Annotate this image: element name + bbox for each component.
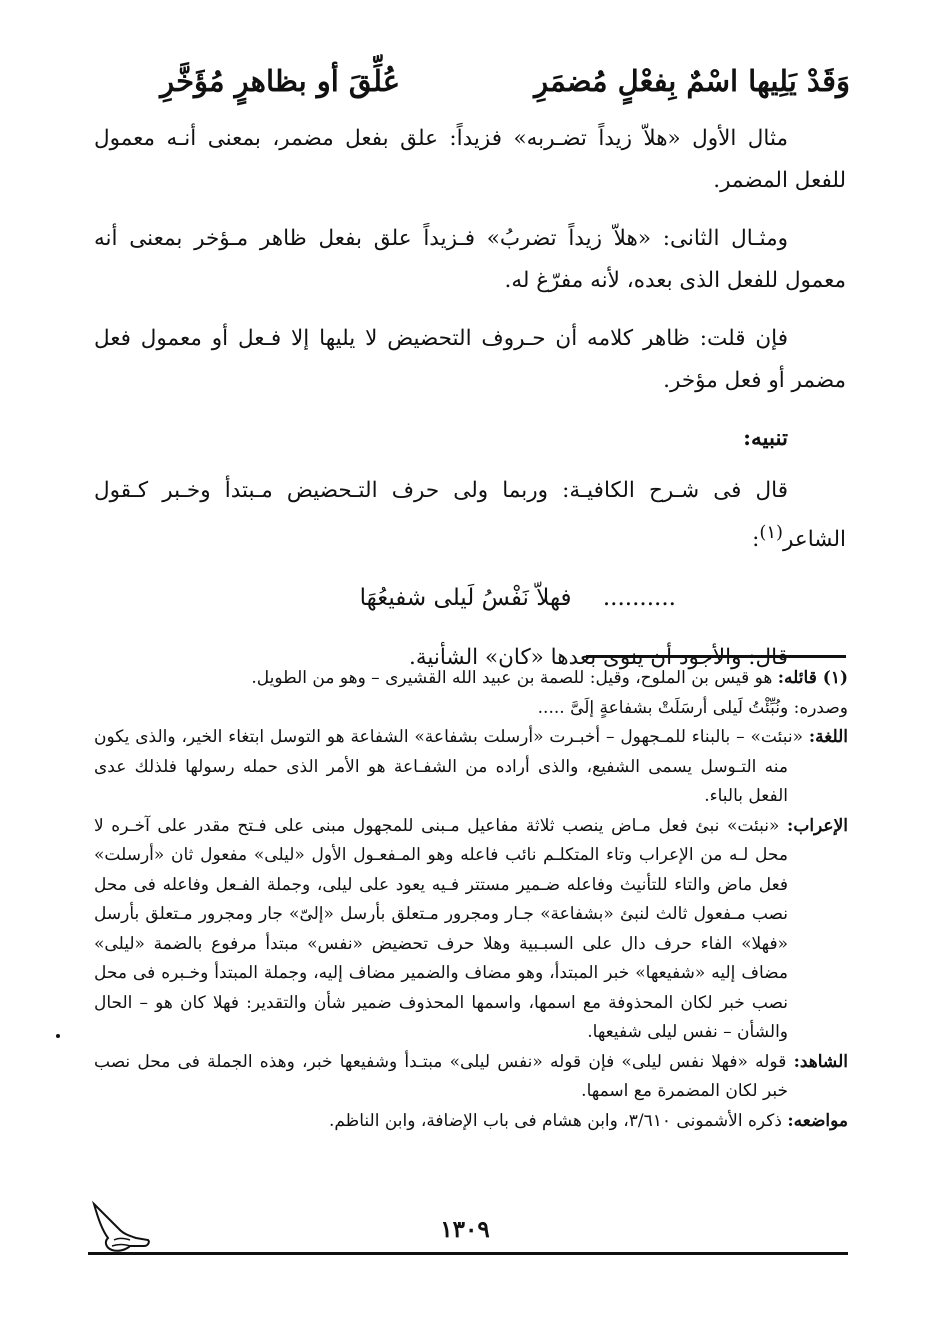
poem-witness-line	[94, 577, 846, 619]
footnote-speaker-label: (١) قائله:	[777, 668, 848, 688]
footnote-irab-label: الإعراب:	[787, 815, 848, 836]
footnote-sadr: وصدره: ونُبِّئْتُ لَيلى أرسَلَتْ بشفاعةٍ إلَىَّ .....	[537, 697, 848, 718]
footnote-speaker-text: هو قيس بن الملوح، وقيل: للصمة بن عبيد الله القشيرى – وهو من الطويل.	[251, 668, 773, 688]
footnote-mawadi-text: ذكره الأشمونى ٣/٦١٠، وابن هشام فى باب الإضافة، وابن الناظم.	[328, 1110, 782, 1131]
kafiya-quote-colon: :	[752, 527, 760, 553]
heading-tanbih: تنبيه:	[743, 426, 788, 451]
footnote-shahid-text: قوله «فهلا نفس ليلى» فإن قوله «نفس ليلى» مبتـدأ وشفيعها خبر، وهذه الجملة فى محل نصب خبر لكان المضمرة مع اسمها.	[94, 1051, 788, 1101]
pointing-hand-icon	[90, 1200, 152, 1256]
footnote-irab	[94, 812, 848, 1048]
paragraph-objection: فإن قلت: ظاهر كلامه أن حـروف التحضيض لا يليها إلا فـعل أو معمول فعل مضمر أو فعل مؤخر.	[94, 326, 846, 393]
bottom-rule	[88, 1252, 848, 1255]
paragraph-second-example: ومثـال الثانى: «هلاّ زيداً تضربُ» فـزيداً علق بفعل ظاهر مـؤخر بمعنى أنه معمول للفعل الذى بعده، لأنه مفرّغ له.	[94, 226, 846, 293]
poem-witness-text: فهلاّ نَفْسُ لَيلى شفيعُهَا	[359, 585, 572, 612]
footnote-shahid-label: الشاهد:	[793, 1051, 848, 1072]
paragraph-first-example: مثال الأول «هلاّ زيداً تضـربه» فزيداً: علق بفعل مضمر، بمعنى أنـه معمول للفعل المضمر.	[94, 126, 846, 193]
footnote-mawadi	[94, 1107, 848, 1137]
paragraph-conclusion: قال: والأجود أن ينوى بعدها «كان» الشأنية.	[409, 645, 788, 671]
footnote-lugha	[94, 723, 848, 812]
poem-verse	[160, 56, 850, 106]
poem-ellipsis: ..........	[602, 585, 676, 612]
footnote-lugha-label: اللغة:	[808, 727, 849, 747]
footnote-mawadi-label: مواضعه:	[787, 1110, 848, 1131]
footnote-irab-text: «نبئت» نبئ فعل مـاض ينصب ثلاثة مفاعيل مـبنى للمجهول مبنى على فـتح مقدر على آخـره لا محل لـه من الإعراب وتاء المتكلـم نائب فاعله وهو المـفعـول الأول «ليلى» مفعول ثان «أرسلت» فعل ماض والتاء للتأنيث وفاعله ضـمير مستتر فـيه يعود على ليلى، وجملة الفـعل وفاعله فى محل نصب مـفعول ثالث لنبئ «بشفاعة» جـار ومجرور مـتعلق بأرسل «إلىّ» جار ومجرور مـتعلق بأرسل «فهلا» الفاء حرف دال على السبـبية وهلا حرف تحضيض «نفس» مبتدأ مرفوع بالضمة «ليلى» مضاف إليه «شفيعها» خبر المبتدأ، وهو مضاف والضمير مضاف إليه، وجملة المبتدأ وخـبره فى محل نصب خبر لكان المحذوفة مع اسمها، واسمها المحذوف ضمير شأن والتقدير: فهلا كان هو – الحال والشأن – نفس ليلى شفيعها.	[94, 815, 788, 1042]
page-number: ١٣٠٩	[440, 1216, 490, 1243]
kafiya-quote-text: قال فى شـرح الكافيـة: وربما ولى حرف التـحضيض مـبتدأ وخـبر كـقول الشاعر	[94, 478, 846, 553]
footnote-lugha-text: «نبئت» – بالبناء للمـجهول – أخبـرت «أرسلت بشفاعة» الشفاعة هو التوسل ابتغاء الخير، والذى يكون منه التـوسل يسمى الشفيع، والذى أراده من الشفـاعة هو الأمر الذى حمله رسولها فلذلك عدى الفعل بالباء.	[94, 727, 804, 806]
footnote-speaker	[94, 664, 848, 694]
verse-hemistich-first: وَقَدْ يَلِيها اسْمٌ بِفعْلٍ مُضمَرِ	[534, 64, 850, 98]
footnotes	[94, 664, 848, 1136]
footnote-separator	[586, 655, 846, 658]
verse-hemistich-second: عُلِّقَ أو بظاهرٍ مُؤَخَّرِ	[160, 64, 400, 98]
footnote-shahid	[94, 1048, 848, 1107]
paragraph-kafiya-quote	[94, 470, 846, 561]
footnote-ref: (١)	[759, 522, 784, 543]
main-text	[94, 118, 846, 695]
margin-dot	[56, 1034, 60, 1038]
